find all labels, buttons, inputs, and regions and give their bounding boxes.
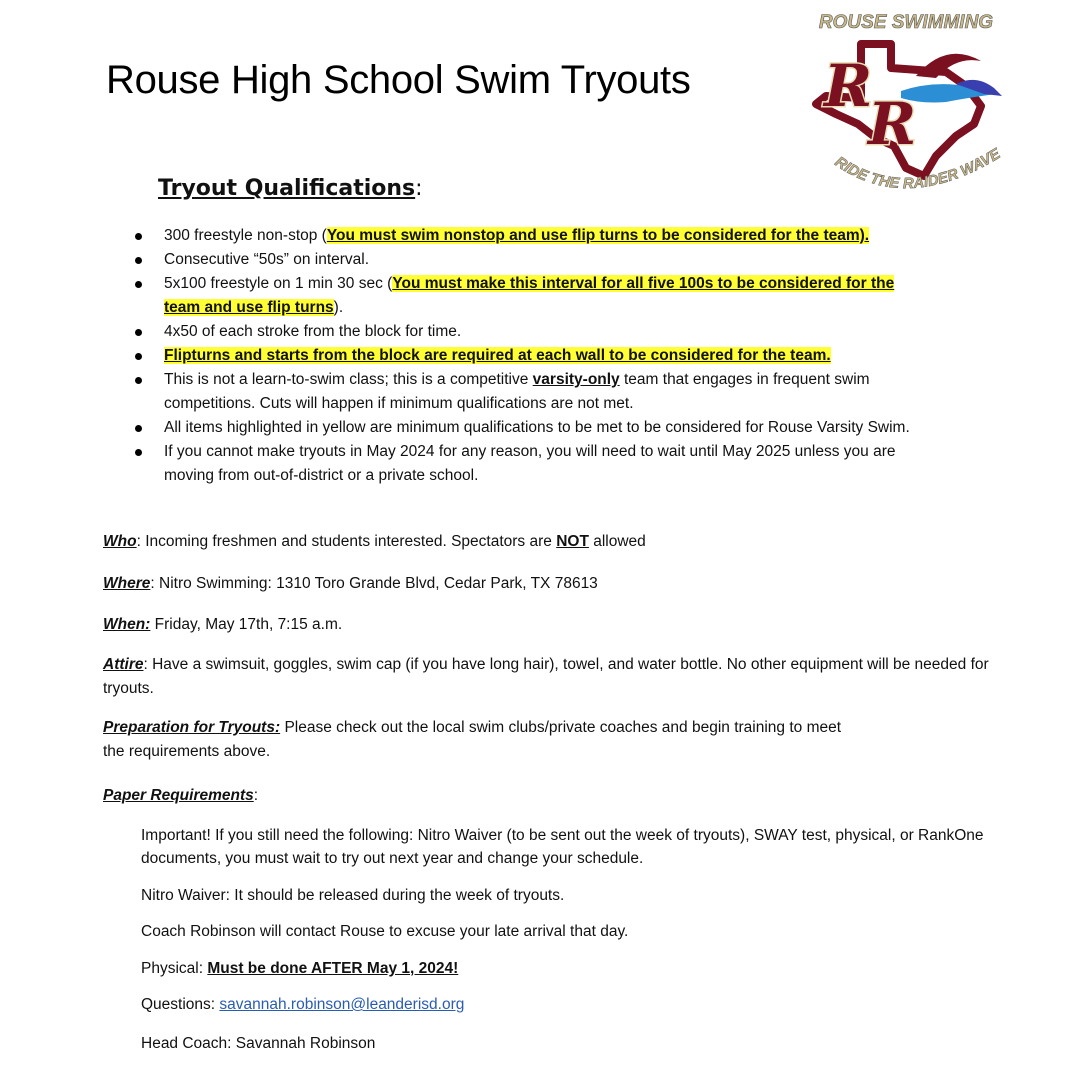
logo-monogram-r2: R (868, 90, 917, 158)
logo-top-text: ROUSE SWIMMING (818, 12, 994, 33)
waiver-note: Nitro Waiver: It should be released during the week of tryouts. (141, 887, 565, 904)
bullet-icon (135, 257, 142, 264)
qualifications-list (0, 224, 1000, 488)
when-section (103, 613, 342, 637)
who-section: Who: Incoming freshmen and students interested. Spectators are NOT allowed (103, 533, 646, 550)
where-label: Where (103, 575, 151, 592)
logo-monogram-r1: R (824, 52, 873, 120)
contact-email-link[interactable]: savannah.robinson@leanderisd.org (219, 996, 465, 1013)
bullet-icon (135, 425, 142, 432)
physical-note: Physical: Must be done AFTER May 1, 2024! (141, 960, 459, 977)
list-item (0, 344, 924, 368)
when-datetime: Friday, May 17th, 7:15 a.m. (154, 616, 343, 633)
bullet-icon (135, 377, 142, 384)
bullet-icon (135, 281, 142, 288)
when-label: When: (103, 616, 151, 633)
highlighted-requirement: You must make this interval for all five 100s to be considered for the team and use flip turns (164, 275, 895, 316)
excuse-note: Coach Robinson will contact Rouse to excuse your late arrival that day. (141, 923, 629, 940)
bullet-icon (135, 353, 142, 360)
paper-requirements-heading: Paper Requirements: (103, 787, 259, 804)
logo-graphic (806, 6, 1006, 206)
not-emphasis: NOT (556, 533, 589, 550)
logo-bottom-text: RIDE THE RAIDER WAVE (831, 145, 1004, 193)
list-item: This is not a learn-to-swim class; this is a competitive varsity-only team that engages in frequent swim competitions. Cuts will happen if minimum qualifications are not met. (0, 368, 924, 416)
questions-note: Questions: savannah.robinson@leanderisd.org (141, 996, 465, 1013)
bullet-icon (135, 233, 142, 240)
list-item: 300 freestyle non-stop (You must swim nonstop and use flip turns to be considered for the team). (0, 224, 924, 248)
bullet-icon (135, 449, 142, 456)
list-item: Consecutive “50s” on interval. (0, 248, 924, 272)
qualifications-heading-text: Tryout Qualifications (158, 176, 416, 201)
head-coach: Head Coach: Savannah Robinson (141, 1035, 376, 1052)
important-note: Important! If you still need the following: Nitro Waiver (to be sent out the week of tryouts), SWAY test, physical, or RankOne documents, you must wait to try out next year and change your schedule. (141, 827, 984, 867)
list-item: 4x50 of each stroke from the block for time. (0, 320, 924, 344)
preparation-section: Preparation for Tryouts: Please check out the local swim clubs/private coaches and begin training to meet the requirements above. (103, 719, 842, 760)
preparation-label: Preparation for Tryouts: (103, 719, 281, 736)
qualifications-heading: Tryout Qualifications: (158, 176, 423, 201)
highlighted-requirement: You must swim nonstop and use flip turns to be considered for the team). (326, 227, 870, 244)
highlighted-requirement: Flipturns and starts from the block are required at each wall to be considered for the team. (164, 347, 831, 364)
varsity-only-emphasis: varsity-only (532, 371, 620, 388)
rouse-swimming-logo (806, 6, 1006, 206)
attire-section: Attire: Have a swimsuit, goggles, swim cap (if you have long hair), towel, and water bottle. No other equipment will be needed for tryouts. (103, 656, 989, 697)
physical-deadline: Must be done AFTER May 1, 2024! (207, 960, 459, 977)
list-item: All items highlighted in yellow are minimum qualifications to be met to be considered for Rouse Varsity Swim. (0, 416, 924, 440)
where-address: Nitro Swimming: 1310 Toro Grande Blvd, Cedar Park, TX 78613 (159, 575, 598, 592)
page-title: Rouse High School Swim Tryouts (106, 58, 691, 102)
who-label: Who (103, 533, 137, 550)
list-item: If you cannot make tryouts in May 2024 for any reason, you will need to wait until May 2025 unless you are moving from out-of-district or a private school. (0, 440, 924, 488)
attire-label: Attire (103, 656, 144, 673)
bullet-icon (135, 329, 142, 336)
where-section: Where: Nitro Swimming: 1310 Toro Grande Blvd, Cedar Park, TX 78613 (103, 575, 598, 592)
paper-requirements-label: Paper Requirements (103, 787, 254, 804)
list-item: 5x100 freestyle on 1 min 30 sec (You must make this interval for all five 100s to be considered for the team and use flip turns). (0, 272, 924, 320)
